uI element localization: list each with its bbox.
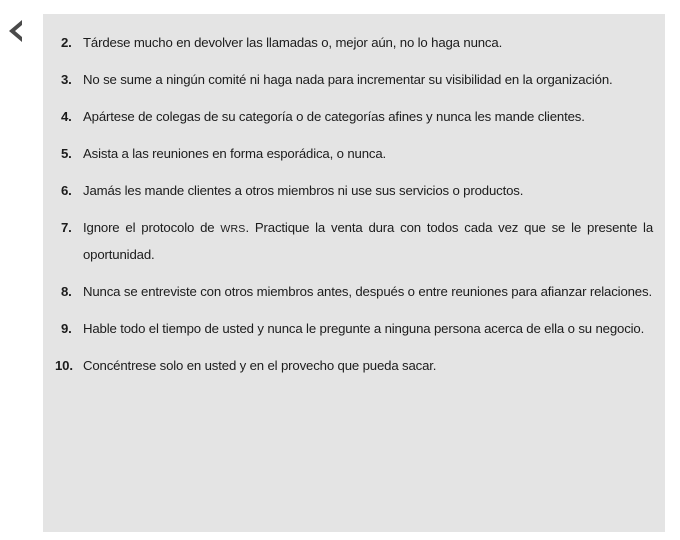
item-text: No se sume a ningún comité ni haga nada para incrementar su visibilidad en la organización.	[83, 72, 613, 87]
list-item	[61, 178, 653, 203]
item-text-part: . Practique la venta dura con todos cada vez que se le presente la oportunidad.	[83, 220, 654, 262]
item-text: Nunca se entreviste con otros miembros antes, después o entre reuniones para afianzar relaciones.	[83, 284, 652, 299]
list-item	[61, 104, 653, 129]
item-number: 10.	[55, 358, 73, 373]
item-number: 2.	[61, 35, 72, 50]
list-item	[61, 316, 653, 341]
list-item	[61, 279, 653, 304]
item-text: Concéntrese solo en usted y en el provecho que pueda sacar.	[83, 358, 437, 373]
list-item	[55, 353, 653, 378]
item-number: 8.	[61, 284, 72, 299]
item-text-part: Ignore el protocolo de	[83, 220, 221, 235]
acronym: WRS	[220, 223, 246, 235]
list-item	[61, 141, 653, 166]
left-arrow-icon[interactable]	[5, 18, 27, 44]
item-text: Asista a las reuniones en forma esporádica, o nunca.	[83, 146, 387, 161]
item-text: Apártese de colegas de su categoría o de categorías afines y nunca les mande clientes.	[83, 109, 585, 124]
item-number: 3.	[61, 72, 72, 87]
item-number: 4.	[61, 109, 72, 124]
list-item	[61, 215, 653, 267]
item-text: Jamás les mande clientes a otros miembros ni use sus servicios o productos.	[83, 183, 524, 198]
list-item	[61, 67, 653, 92]
item-number: 5.	[61, 146, 72, 161]
item-number: 9.	[61, 321, 72, 336]
item-list	[55, 30, 654, 378]
content-panel	[43, 14, 665, 532]
list-item	[61, 30, 653, 55]
item-number: 7.	[61, 220, 72, 235]
item-text: Hable todo el tiempo de usted y nunca le pregunte a ninguna persona acerca de ella o su negocio.	[83, 321, 645, 336]
item-text	[83, 215, 653, 267]
item-text: Tárdese mucho en devolver las llamadas o, mejor aún, no lo haga nunca.	[83, 35, 503, 50]
item-number: 6.	[61, 183, 72, 198]
